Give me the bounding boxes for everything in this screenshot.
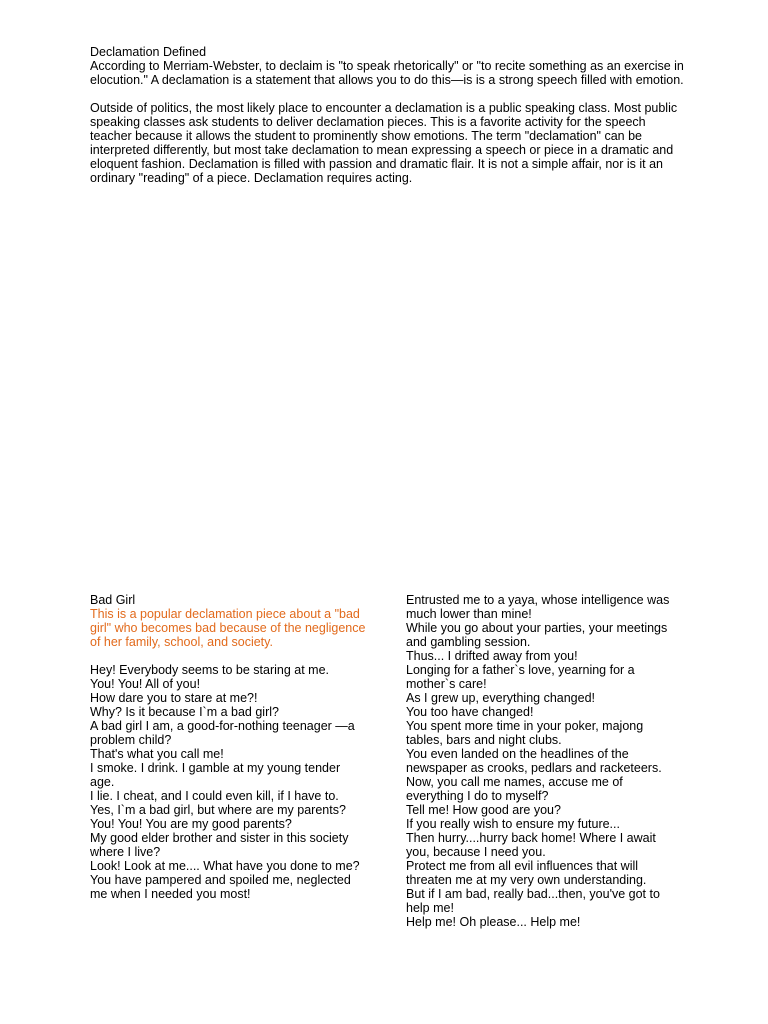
poem-line: Longing for a father`s love, yearning for a mother`s care! (406, 663, 635, 691)
poem-line: You! You! All of you! (90, 677, 201, 691)
poem-left-column (90, 593, 366, 901)
poem-line: Look! Look at me.... What have you done to me? (90, 859, 360, 873)
poem-line: While you go about your parties, your meetings and gambling session. (406, 621, 668, 649)
poem-line: Now, you call me names, accuse me of everything I do to myself? (406, 775, 623, 803)
section-heading: Declamation Defined (90, 45, 207, 59)
poem-title: Bad Girl (90, 593, 136, 607)
poem-line: Tell me! How good are you? (406, 803, 561, 817)
poem-line: Hey! Everybody seems to be staring at me. (90, 663, 329, 677)
definition-paragraph: According to Merriam-Webster, to declaim is "to speak rhetorically" or "to recite something as an exercise in elocution." A declamation is a statement that allows you to do this—is is a strong speech filled with emotion. (90, 59, 684, 87)
poem-lines-right (406, 593, 682, 929)
context-paragraph: Outside of politics, the most likely place to encounter a declamation is a public speaking class. Most public speaking classes ask students to deliver declamation pieces. This is a favorite activity for the speech teacher because it allows the student to prominently show emotions. The term "declamation" can be interpreted differently, but most take declamation to mean expressing a speech or piece in a dramatic and eloquent fashion. Declamation is filled with passion and dramatic flair. It is not a simple affair, nor is it an ordinary "reading" of a piece. Declamation requires acting. (90, 101, 678, 185)
poem-intro: This is a popular declamation piece about a "bad girl" who becomes bad because of the negligence of her family, school, and society. (90, 607, 366, 649)
poem-line: If you really wish to ensure my future... (406, 817, 620, 831)
poem-line: Why? Is it because I`m a bad girl? (90, 705, 279, 719)
poem-line: You too have changed! (406, 705, 534, 719)
poem-line: I lie. I cheat, and I could even kill, if I have to. (90, 789, 339, 803)
paragraph-spacer (90, 87, 690, 101)
poem-line: Help me! Oh please... Help me! (406, 915, 581, 929)
poem-line: Protect me from all evil influences that will threaten me at my very own understanding. (406, 859, 647, 887)
poem-line: My good elder brother and sister in this society where I live? (90, 831, 349, 859)
declamation-definition-section (90, 45, 690, 185)
poem-line: How dare you to stare at me?! (90, 691, 258, 705)
poem-lines-left (90, 663, 366, 901)
poem-line: I smoke. I drink. I gamble at my young tender age. (90, 761, 341, 789)
poem-line: Yes, I`m a bad girl, but where are my parents? (90, 803, 346, 817)
poem-line: But if I am bad, really bad...then, you've got to help me! (406, 887, 660, 915)
poem-line: That's what you call me! (90, 747, 224, 761)
poem-line: A bad girl I am, a good-for-nothing teenager —a problem child? (90, 719, 355, 747)
poem-line: You even landed on the headlines of the newspaper as crooks, pedlars and racketeers. (406, 747, 662, 775)
poem-line: You! You! You are my good parents? (90, 817, 292, 831)
poem-line: Entrusted me to a yaya, whose intelligence was much lower than mine! (406, 593, 670, 621)
poem-line: As I grew up, everything changed! (406, 691, 596, 705)
poem-line: Then hurry....hurry back home! Where I await you, because I need you. (406, 831, 656, 859)
poem-line: You have pampered and spoiled me, neglected me when I needed you most! (90, 873, 351, 901)
poem-line: Thus... I drifted away from you! (406, 649, 578, 663)
poem-right-column (406, 593, 682, 929)
poem-line: You spent more time in your poker, majong tables, bars and night clubs. (406, 719, 644, 747)
